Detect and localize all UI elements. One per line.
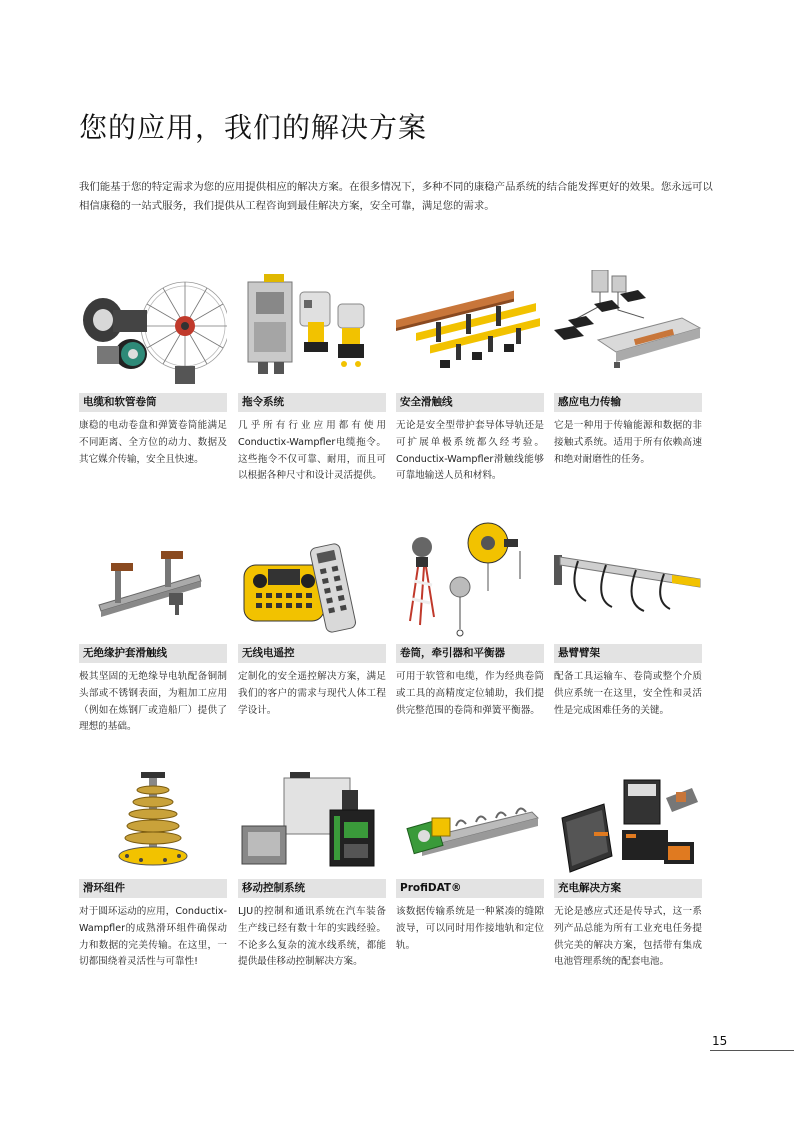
card-title: 拖令系统 (238, 393, 386, 412)
card-title: 无线电遥控 (238, 644, 386, 663)
slip-ring-image (79, 756, 227, 878)
jib-boom-image (554, 521, 702, 643)
reels-balancers-image (396, 521, 544, 643)
card-description: 定制化的安全遥控解决方案，满足我们的客户的需求与现代人体工程学设计。 (238, 671, 386, 716)
card-title: 悬臂臂架 (554, 644, 702, 663)
card-title: 滑环组件 (79, 879, 227, 898)
intro-paragraph: 我们能基于您的特定需求为您的应用提供相应的解决方案。在很多情况下，多种不同的康稳产品系统的结合能发挥更好的效果。您永远可以相信康稳的一站式服务，我们提供从工程咨询到最佳解决方案，安全可靠，满足您的需求。 (79, 181, 713, 212)
page-number-rule (710, 1050, 794, 1051)
charging-image (554, 756, 702, 878)
card-title: 充电解决方案 (554, 879, 702, 898)
card-description: 对于圆环运动的应用，Conductix-Wampfler的成熟滑环组件确保动力和数据的完美传输。在这里，一切都围绕着灵活性与可靠性! (79, 906, 227, 968)
card-title: ProfiDAT® (396, 879, 544, 898)
page-title: 您的应用，我们的解决方案 (79, 111, 428, 144)
inductive-power-image (554, 270, 702, 392)
card-description: 可用于软管和电缆，作为经典卷筒或工具的高精度定位辅助，我们提供完整范围的卷筒和弹簧平衡器。 (396, 671, 544, 716)
conductor-rail-image (396, 270, 544, 392)
card-description: 无论是安全型带护套导体导轨还是可扩展单极系统都久经考验。Conductix-Wampfler滑触线能够可靠地输送人员和材料。 (396, 420, 544, 482)
page-number: 15 (712, 1034, 728, 1048)
card-description: 几乎所有行业应用都有使用Conductix-Wampfler电缆拖令。这些拖令不仅可靠、耐用，而且可以根据各种尺寸和设计灵活提供。 (238, 420, 386, 482)
radio-remote-image (238, 521, 386, 643)
festoon-image (238, 270, 386, 392)
card-description: 配备工具运输车、卷筒或整个介质供应系统一在这里，安全性和灵活性是完成困难任务的关键。 (554, 671, 702, 716)
card-description: LJU的控制和通讯系统在汽车装备生产线已经有数十年的实践经验。不论多么复杂的流水线系统，都能提供最佳移动控制解决方案。 (238, 906, 386, 968)
card-description: 该数据传输系统是一种紧凑的缝隙波导，可以同时用作接地轨和定位轨。 (396, 906, 544, 951)
card-title: 安全滑触线 (396, 393, 544, 412)
uninsulated-rail-image (79, 521, 227, 643)
card-title: 卷筒，牵引器和平衡器 (396, 644, 544, 663)
card-description: 它是一种用于传输能源和数据的非接触式系统。适用于所有依赖高速和绝对耐磨性的任务。 (554, 420, 702, 465)
card-description: 极其坚固的无绝缘导电轨配备铜制头部或不锈钢表面，为粗加工应用（例如在炼钢厂或造船厂）提供了理想的基础。 (79, 671, 227, 733)
cable-reel-image (79, 270, 227, 392)
card-title: 电缆和软管卷筒 (79, 393, 227, 412)
card-title: 感应电力传输 (554, 393, 702, 412)
card-title: 移动控制系统 (238, 879, 386, 898)
profidat-image (396, 756, 544, 878)
card-description: 康稳的电动卷盘和弹簧卷筒能满足不同距离、全方位的动力、数据及其它媒介传输，安全且快速。 (79, 420, 227, 465)
card-title: 无绝缘护套滑触线 (79, 644, 227, 663)
mobile-control-image (238, 756, 386, 878)
card-description: 无论是感应式还是传导式，这一系列产品总能为所有工业充电任务提供完美的解决方案，包括带有集成电池管理系统的配套电池。 (554, 906, 702, 968)
